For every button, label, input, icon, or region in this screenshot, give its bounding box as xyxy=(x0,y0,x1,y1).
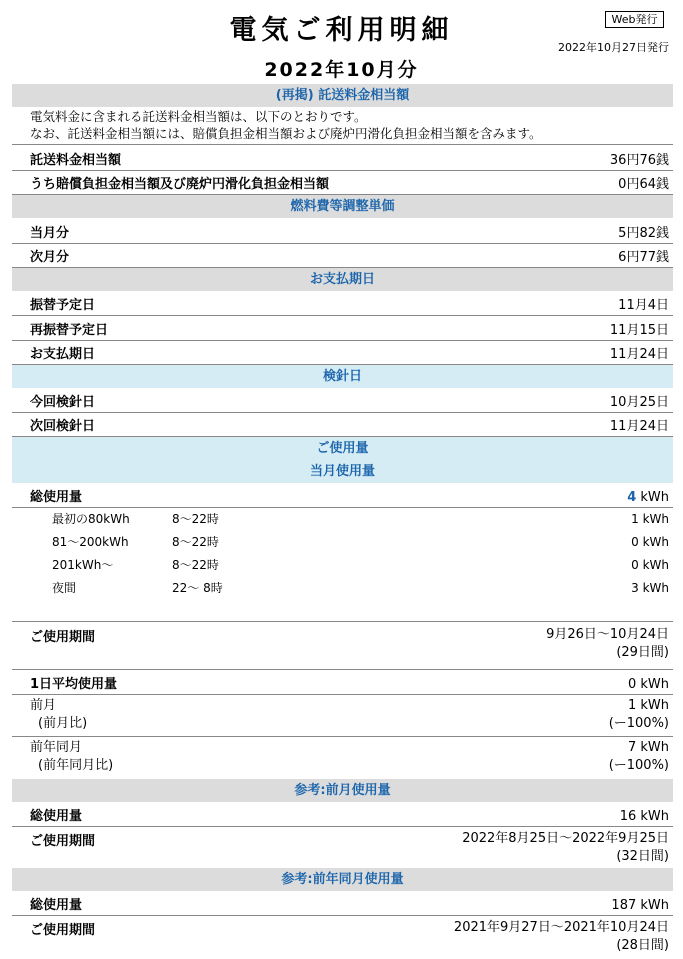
breakdown-time: 8〜22時 xyxy=(172,535,219,549)
row-label: 振替予定日 xyxy=(30,298,96,313)
consignment-row xyxy=(12,171,673,195)
period-dates: 9月26日〜10月24日 xyxy=(546,627,669,642)
meter-row xyxy=(12,413,673,437)
row-label: 当月分 xyxy=(30,226,70,241)
row-value: 11月24日 xyxy=(609,347,669,362)
row-label: 1日平均使用量 xyxy=(30,677,118,692)
fuel-row xyxy=(12,244,673,268)
row-label: ご使用期間 xyxy=(30,923,96,938)
billing-month: 2022年10月分 xyxy=(264,59,419,81)
row-value: 11月4日 xyxy=(618,298,669,313)
row-value: 10月25日 xyxy=(609,395,669,410)
breakdown-name: 最初の80kWh xyxy=(52,512,130,526)
section-usage-heading: ご使用量 xyxy=(12,437,673,460)
usage-period-row xyxy=(12,622,673,670)
row-sublabel: (前月比) xyxy=(38,715,88,731)
usage-spacer xyxy=(12,601,673,622)
last-year-value xyxy=(609,739,669,775)
row-label: 総使用量 xyxy=(30,898,83,913)
row-label: 前年同月 xyxy=(30,740,83,755)
row-value: 11月24日 xyxy=(609,419,669,434)
consignment-note-line2: なお、託送料金相当額には、賠償負担金相当額および廃炉円滑化負担金相当額を含みます。 xyxy=(30,126,542,141)
breakdown-time: 8〜22時 xyxy=(172,512,219,526)
section-current-usage-heading: 当月使用量 xyxy=(12,460,673,483)
last-year-label xyxy=(30,739,113,775)
statement-content xyxy=(12,84,673,956)
row-label: 総使用量 xyxy=(30,490,83,505)
row-value: 6円77銭 xyxy=(618,250,669,265)
breakdown-value: 0 kWh xyxy=(631,558,669,572)
page-title: 電気ご利用明細 xyxy=(229,15,454,46)
row-label: うち賠償負担金相当額及び廃炉円滑化負担金相当額 xyxy=(30,177,330,192)
usage-breakdown-row xyxy=(12,577,673,601)
usage-period-value xyxy=(546,626,669,662)
period-dates: 2021年9月27日〜2021年10月24日 xyxy=(453,920,669,935)
previous-month-value xyxy=(609,697,669,733)
row-label: 次月分 xyxy=(30,250,70,265)
row-label: 今回検針日 xyxy=(30,395,96,410)
ref-ly-total-row xyxy=(12,891,673,916)
row-ratio: (ー100%) xyxy=(608,758,669,773)
fuel-row xyxy=(12,218,673,244)
row-value: 16 kWh xyxy=(619,809,669,824)
web-issue-badge: Web発行 xyxy=(605,11,664,28)
consignment-note-line1: 電気料金に含まれる託送料金相当額は、以下のとおりです。 xyxy=(30,109,367,124)
row-ratio: (ー100%) xyxy=(608,715,669,731)
period-days: (28日間) xyxy=(616,938,669,953)
consignment-note xyxy=(12,107,673,145)
breakdown-value: 0 kWh xyxy=(631,535,669,549)
ref-ly-period-value xyxy=(454,919,669,955)
section-ref-ly-heading: 参考:前年同月使用量 xyxy=(12,868,673,891)
usage-breakdown-row xyxy=(12,508,673,531)
payment-row xyxy=(12,341,673,365)
row-label: 託送料金相当額 xyxy=(30,153,122,168)
row-value: 1 kWh xyxy=(627,697,669,713)
usage-breakdown-row xyxy=(12,531,673,554)
period-days: (32日間) xyxy=(616,849,669,864)
breakdown-name: 夜間 xyxy=(52,581,77,595)
section-fuel-heading: 燃料費等調整単価 xyxy=(12,195,673,218)
section-payment-heading: お支払期日 xyxy=(12,268,673,291)
row-value: 0円64銭 xyxy=(618,177,669,192)
row-label: 総使用量 xyxy=(30,809,83,824)
issue-date: 2022年10月27日発行 xyxy=(558,41,669,54)
row-label: 前月 xyxy=(30,697,57,713)
usage-total-row xyxy=(12,483,673,508)
row-label: ご使用期間 xyxy=(30,630,96,645)
row-label: 次回検針日 xyxy=(30,419,96,434)
ref-ly-period-row xyxy=(12,916,673,956)
usage-total-unit: kWh xyxy=(636,490,669,505)
usage-total-number: 4 xyxy=(627,490,637,505)
breakdown-value: 1 kWh xyxy=(631,512,669,526)
breakdown-name: 81〜200kWh xyxy=(52,535,129,549)
row-label: 再振替予定日 xyxy=(30,323,109,338)
row-value: 187 kWh xyxy=(611,898,669,913)
breakdown-name: 201kWh〜 xyxy=(52,558,114,572)
row-value xyxy=(627,490,669,505)
ref-prev-total-row xyxy=(12,802,673,827)
breakdown-time: 8〜22時 xyxy=(172,558,219,572)
row-sublabel: (前年同月比) xyxy=(38,758,114,773)
breakdown-time: 22〜 8時 xyxy=(172,581,223,595)
consignment-row xyxy=(12,145,673,171)
row-label: ご使用期間 xyxy=(30,834,96,849)
row-label: お支払期日 xyxy=(30,347,96,362)
row-value: 7 kWh xyxy=(627,740,669,755)
daily-average-row xyxy=(12,670,673,695)
section-meter-heading: 検針日 xyxy=(12,365,673,388)
period-days: (29日間) xyxy=(616,645,669,660)
period-dates: 2022年8月25日〜2022年9月25日 xyxy=(462,831,669,846)
payment-row xyxy=(12,291,673,316)
section-consignment-heading: (再掲) 託送料金相当額 xyxy=(12,84,673,107)
ref-prev-period-value xyxy=(462,830,669,866)
section-ref-prev-heading: 参考:前月使用量 xyxy=(12,779,673,802)
row-value: 5円82銭 xyxy=(618,226,669,241)
row-value: 0 kWh xyxy=(627,677,669,692)
last-year-row xyxy=(12,737,673,779)
breakdown-value: 3 kWh xyxy=(631,581,669,595)
ref-prev-period-row xyxy=(12,827,673,868)
usage-breakdown-row xyxy=(12,554,673,577)
previous-month-label xyxy=(30,697,87,733)
payment-row xyxy=(12,316,673,341)
row-value: 36円76銭 xyxy=(609,153,669,168)
row-value: 11月15日 xyxy=(609,323,669,338)
previous-month-row xyxy=(12,695,673,737)
meter-row xyxy=(12,388,673,413)
